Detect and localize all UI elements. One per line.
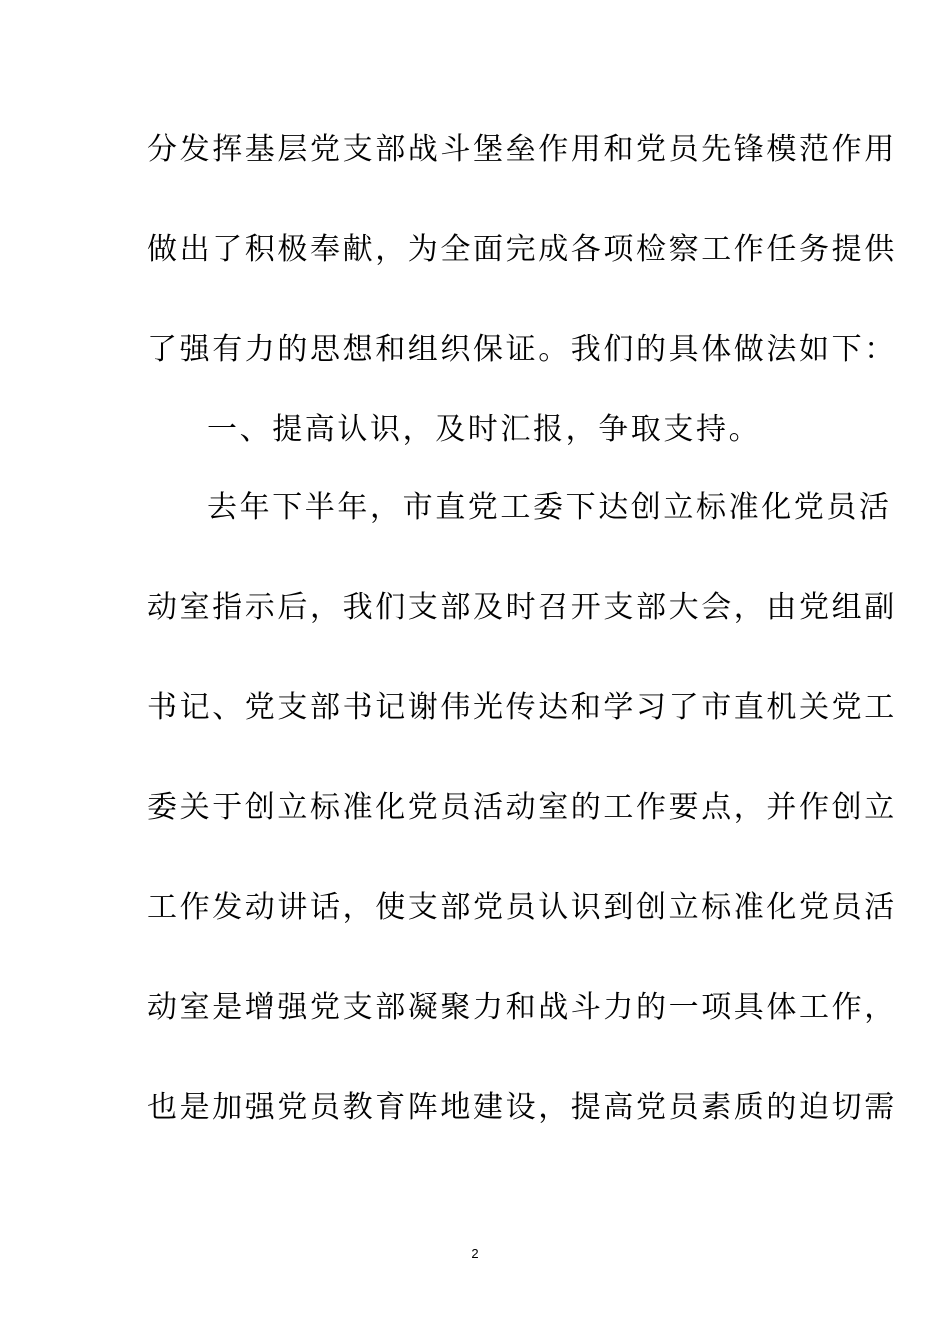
body-text-line: 书记、党支部书记谢伟光传达和学习了市直机关党工 — [147, 690, 897, 725]
body-text-line: 也是加强党员教育阵地建设，提高党员素质的迫切需 — [147, 1090, 897, 1125]
body-text-line: 做出了积极奉献，为全面完成各项检察工作任务提供 — [147, 232, 897, 267]
body-text-line: 动室指示后，我们支部及时召开支部大会，由党组副 — [147, 590, 897, 625]
body-text-line: 了强有力的思想和组织保证。我们的具体做法如下： — [147, 332, 897, 367]
page-number: 2 — [471, 1246, 479, 1261]
body-text-line: 动室是增强党支部凝聚力和战斗力的一项具体工作， — [147, 990, 897, 1025]
body-text-line: 工作发动讲话，使支部党员认识到创立标准化党员活 — [147, 890, 897, 925]
body-text-line: 委关于创立标准化党员活动室的工作要点，并作创立 — [147, 790, 897, 825]
paragraph-first-line: 去年下半年，市直党工委下达创立标准化党员活 — [207, 490, 892, 525]
body-text-line: 分发挥基层党支部战斗堡垒作用和党员先锋模范作用 — [147, 132, 897, 167]
section-heading: 一、提高认识，及时汇报，争取支持。 — [207, 412, 762, 447]
